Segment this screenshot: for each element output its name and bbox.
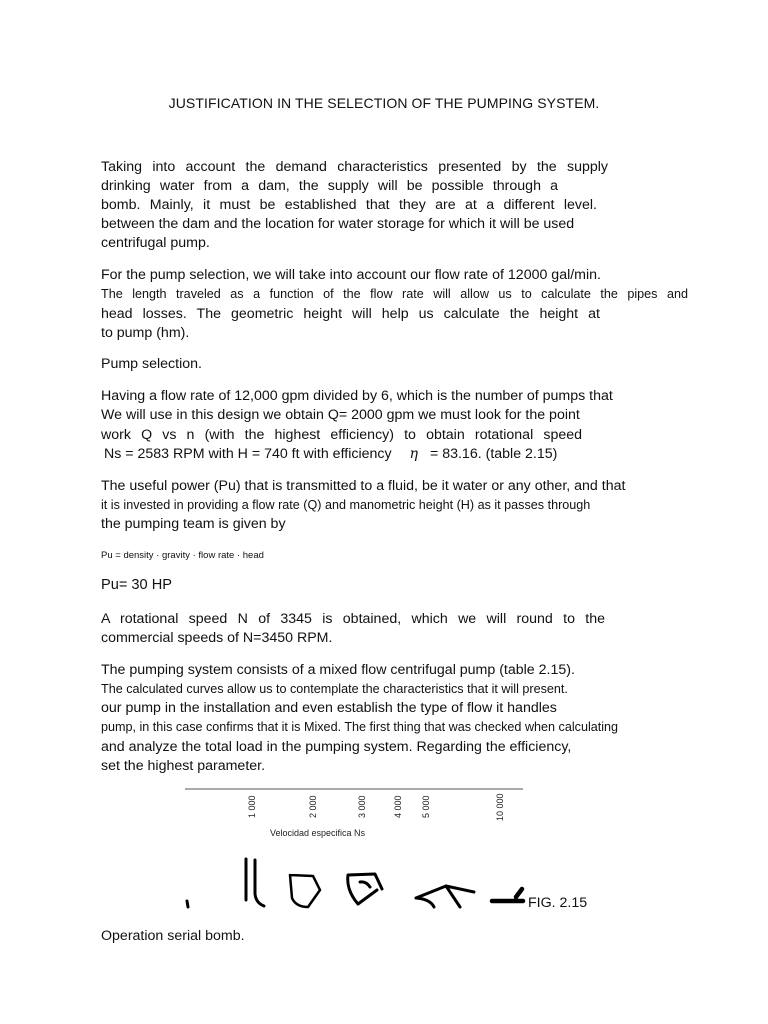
- impeller-mixed-axial: [416, 886, 474, 907]
- impeller-axial: [492, 889, 523, 901]
- tick-2000: 2 000: [308, 795, 318, 818]
- impeller-mixed-flow: [348, 874, 382, 904]
- para4-line-1: The useful power (Pu) that is transmitted to a fluid, be it water or any other, and that: [101, 478, 626, 494]
- para1-line-5: centrifugal pump.: [101, 235, 210, 251]
- figure-label: FIG. 2.15: [528, 895, 588, 911]
- para6-line-2: The calculated curves allow us to contemplate the characteristics that it will present.: [101, 682, 568, 696]
- para4-line-2: it is invested in providing a flow rate (Q) and manometric height (H) as it passes through: [101, 498, 591, 512]
- efficiency-symbol: η: [409, 446, 419, 462]
- para2-line-1: For the pump selection, we will take into account our flow rate of 12000 gal/min.: [101, 267, 601, 283]
- para1-line-2: drinking water from a dam, the supply will be possible through a: [101, 178, 558, 194]
- para2-line-2: The length traveled as a function of the flow rate will allow us to calculate the pipes and: [101, 287, 688, 301]
- tick-5000: 5 000: [421, 795, 431, 818]
- para6-line-6: set the highest parameter.: [101, 758, 266, 774]
- para6-line-5: and analyze the total load in the pumping system. Regarding the efficiency,: [101, 739, 572, 755]
- para6-line-1: The pumping system consists of a mixed flow centrifugal pump (table 2.15).: [101, 662, 575, 678]
- power-result: Pu= 30 HP: [101, 577, 172, 593]
- para2-line-3: head losses. The geometric height will help us calculate the height at: [101, 306, 600, 322]
- impeller-francis: [290, 875, 320, 907]
- impeller-radial-small: [187, 901, 188, 907]
- para1-line-1: Taking into account the demand characteristics presented by the supply: [101, 159, 608, 175]
- para5-line-2: commercial speeds of N=3450 RPM.: [101, 630, 333, 646]
- tick-4000: 4 000: [393, 795, 403, 818]
- ns-statement: Ns = 2583 RPM with H = 740 ft with efficiency: [104, 446, 392, 462]
- impeller-radial: [246, 859, 264, 906]
- para3-line-4: [104, 445, 557, 464]
- impeller-profiles: [187, 859, 523, 907]
- efficiency-value: = 83.16. (table 2.15): [429, 446, 558, 462]
- para4-line-3: the pumping team is given by: [101, 516, 286, 532]
- pump-selection-heading: Pump selection.: [101, 356, 202, 372]
- para3-line-1: Having a flow rate of 12,000 gpm divided by 6, which is the number of pumps that: [101, 388, 613, 404]
- tick-3000: 3 000: [357, 795, 367, 818]
- tick-1000: 1 000: [247, 795, 257, 818]
- power-formula: Pu = density · gravity · flow rate · head: [101, 550, 264, 561]
- para3-line-3: work Q vs n (with the highest efficiency) to obtain rotational speed: [101, 427, 582, 443]
- para6-line-3: our pump in the installation and even establish the type of flow it handles: [101, 700, 557, 716]
- document-title: JUSTIFICATION IN THE SELECTION OF THE PUMPING SYSTEM.: [168, 95, 600, 111]
- para1-line-4: between the dam and the location for water storage for which it will be used: [101, 216, 575, 232]
- operation-serial-line: Operation serial bomb.: [101, 928, 245, 944]
- axis-caption: Velocidad especifica Ns: [270, 828, 366, 838]
- para6-line-4: pump, in this case confirms that it is Mixed. The first thing that was checked when calculating: [101, 720, 619, 734]
- para3-line-2: We will use in this design we obtain Q= 2000 gpm we must look for the point: [101, 407, 580, 423]
- para5-line-1: A rotational speed N of 3345 is obtained, which we will round to the: [101, 611, 605, 627]
- para1-line-3: bomb. Mainly, it must be established that they are at a different level.: [101, 197, 597, 213]
- para2-line-4: to pump (hm).: [101, 325, 190, 341]
- tick-10000: 10 000: [495, 793, 505, 821]
